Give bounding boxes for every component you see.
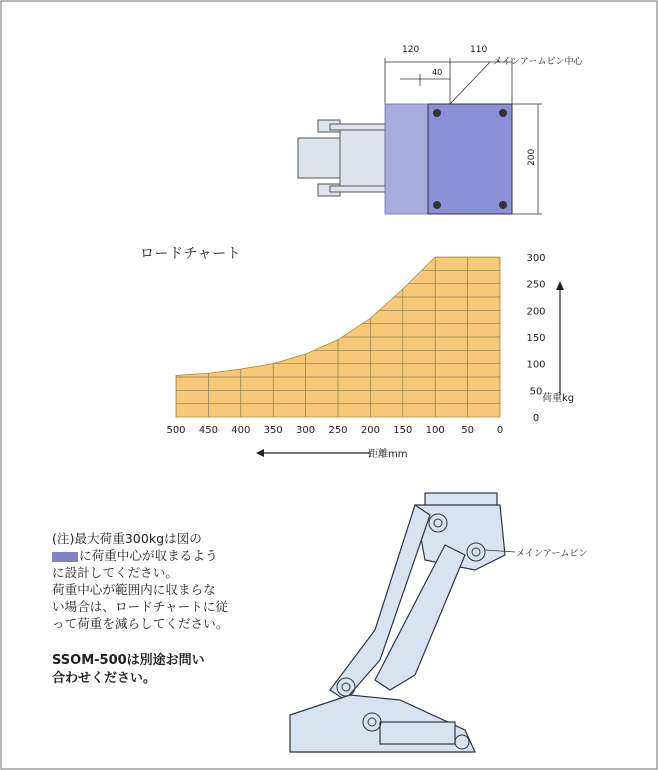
dim-120: 120 xyxy=(402,45,420,55)
main-arm-pin-label: メインアームピン xyxy=(516,549,588,559)
x-tick-label: 50 xyxy=(461,425,474,436)
y-axis-label: 荷重kg xyxy=(542,393,575,404)
x-tick-label: 250 xyxy=(328,425,348,436)
base-plate xyxy=(428,104,512,214)
y-tick-label: 0 xyxy=(532,413,540,424)
load-area-swatch xyxy=(52,552,78,562)
note-line-1: (注)最大荷重300kgは図の xyxy=(52,531,202,546)
x-axis-label: 距離mm xyxy=(368,449,408,460)
x-tick-label: 400 xyxy=(231,425,251,436)
model-note xyxy=(52,652,292,688)
y-tick-label: 300 xyxy=(526,253,546,264)
y-tick-label: 200 xyxy=(526,306,546,318)
chart-title: ロードチャート xyxy=(140,246,242,262)
x-tick-label: 450 xyxy=(198,425,218,436)
x-tick-label: 500 xyxy=(166,425,186,436)
pin-center-label: メインアームピン中心 xyxy=(493,57,583,67)
x-tick-label: 150 xyxy=(393,425,413,436)
dim-110: 110 xyxy=(470,45,488,55)
note-line-5: い場合は、ロードチャートに従 xyxy=(52,599,228,614)
note-line-6: って荷重を減らしてください。 xyxy=(52,616,229,631)
y-tick-label: 100 xyxy=(526,359,546,371)
x-tick-label: 200 xyxy=(360,425,380,436)
arm-side-view-diagram xyxy=(290,490,630,760)
gripper-top-view-diagram xyxy=(290,34,583,224)
x-tick-label: 100 xyxy=(425,425,445,436)
note-box xyxy=(52,530,292,632)
x-tick-label: 300 xyxy=(296,425,316,436)
note-line-2: に荷重中心が収まるよう xyxy=(52,547,292,564)
model-note-line-2: 合わせください。 xyxy=(52,671,157,686)
note-line-4: 荷重中心が範囲内に収まらな xyxy=(52,582,216,597)
y-tick-label: 250 xyxy=(526,279,546,291)
note-line-3: に設計してください。 xyxy=(52,565,178,580)
load-center-area xyxy=(385,104,430,214)
x-tick-label: 0 xyxy=(496,425,504,436)
y-tick-label: 50 xyxy=(529,386,543,398)
load-chart xyxy=(150,235,580,465)
dim-40: 40 xyxy=(432,68,443,77)
x-tick-label: 350 xyxy=(263,425,283,436)
model-note-line-1: SSOM-500は別途お問い xyxy=(52,653,205,668)
dim-200: 200 xyxy=(527,148,537,166)
y-tick-label: 150 xyxy=(526,333,546,344)
